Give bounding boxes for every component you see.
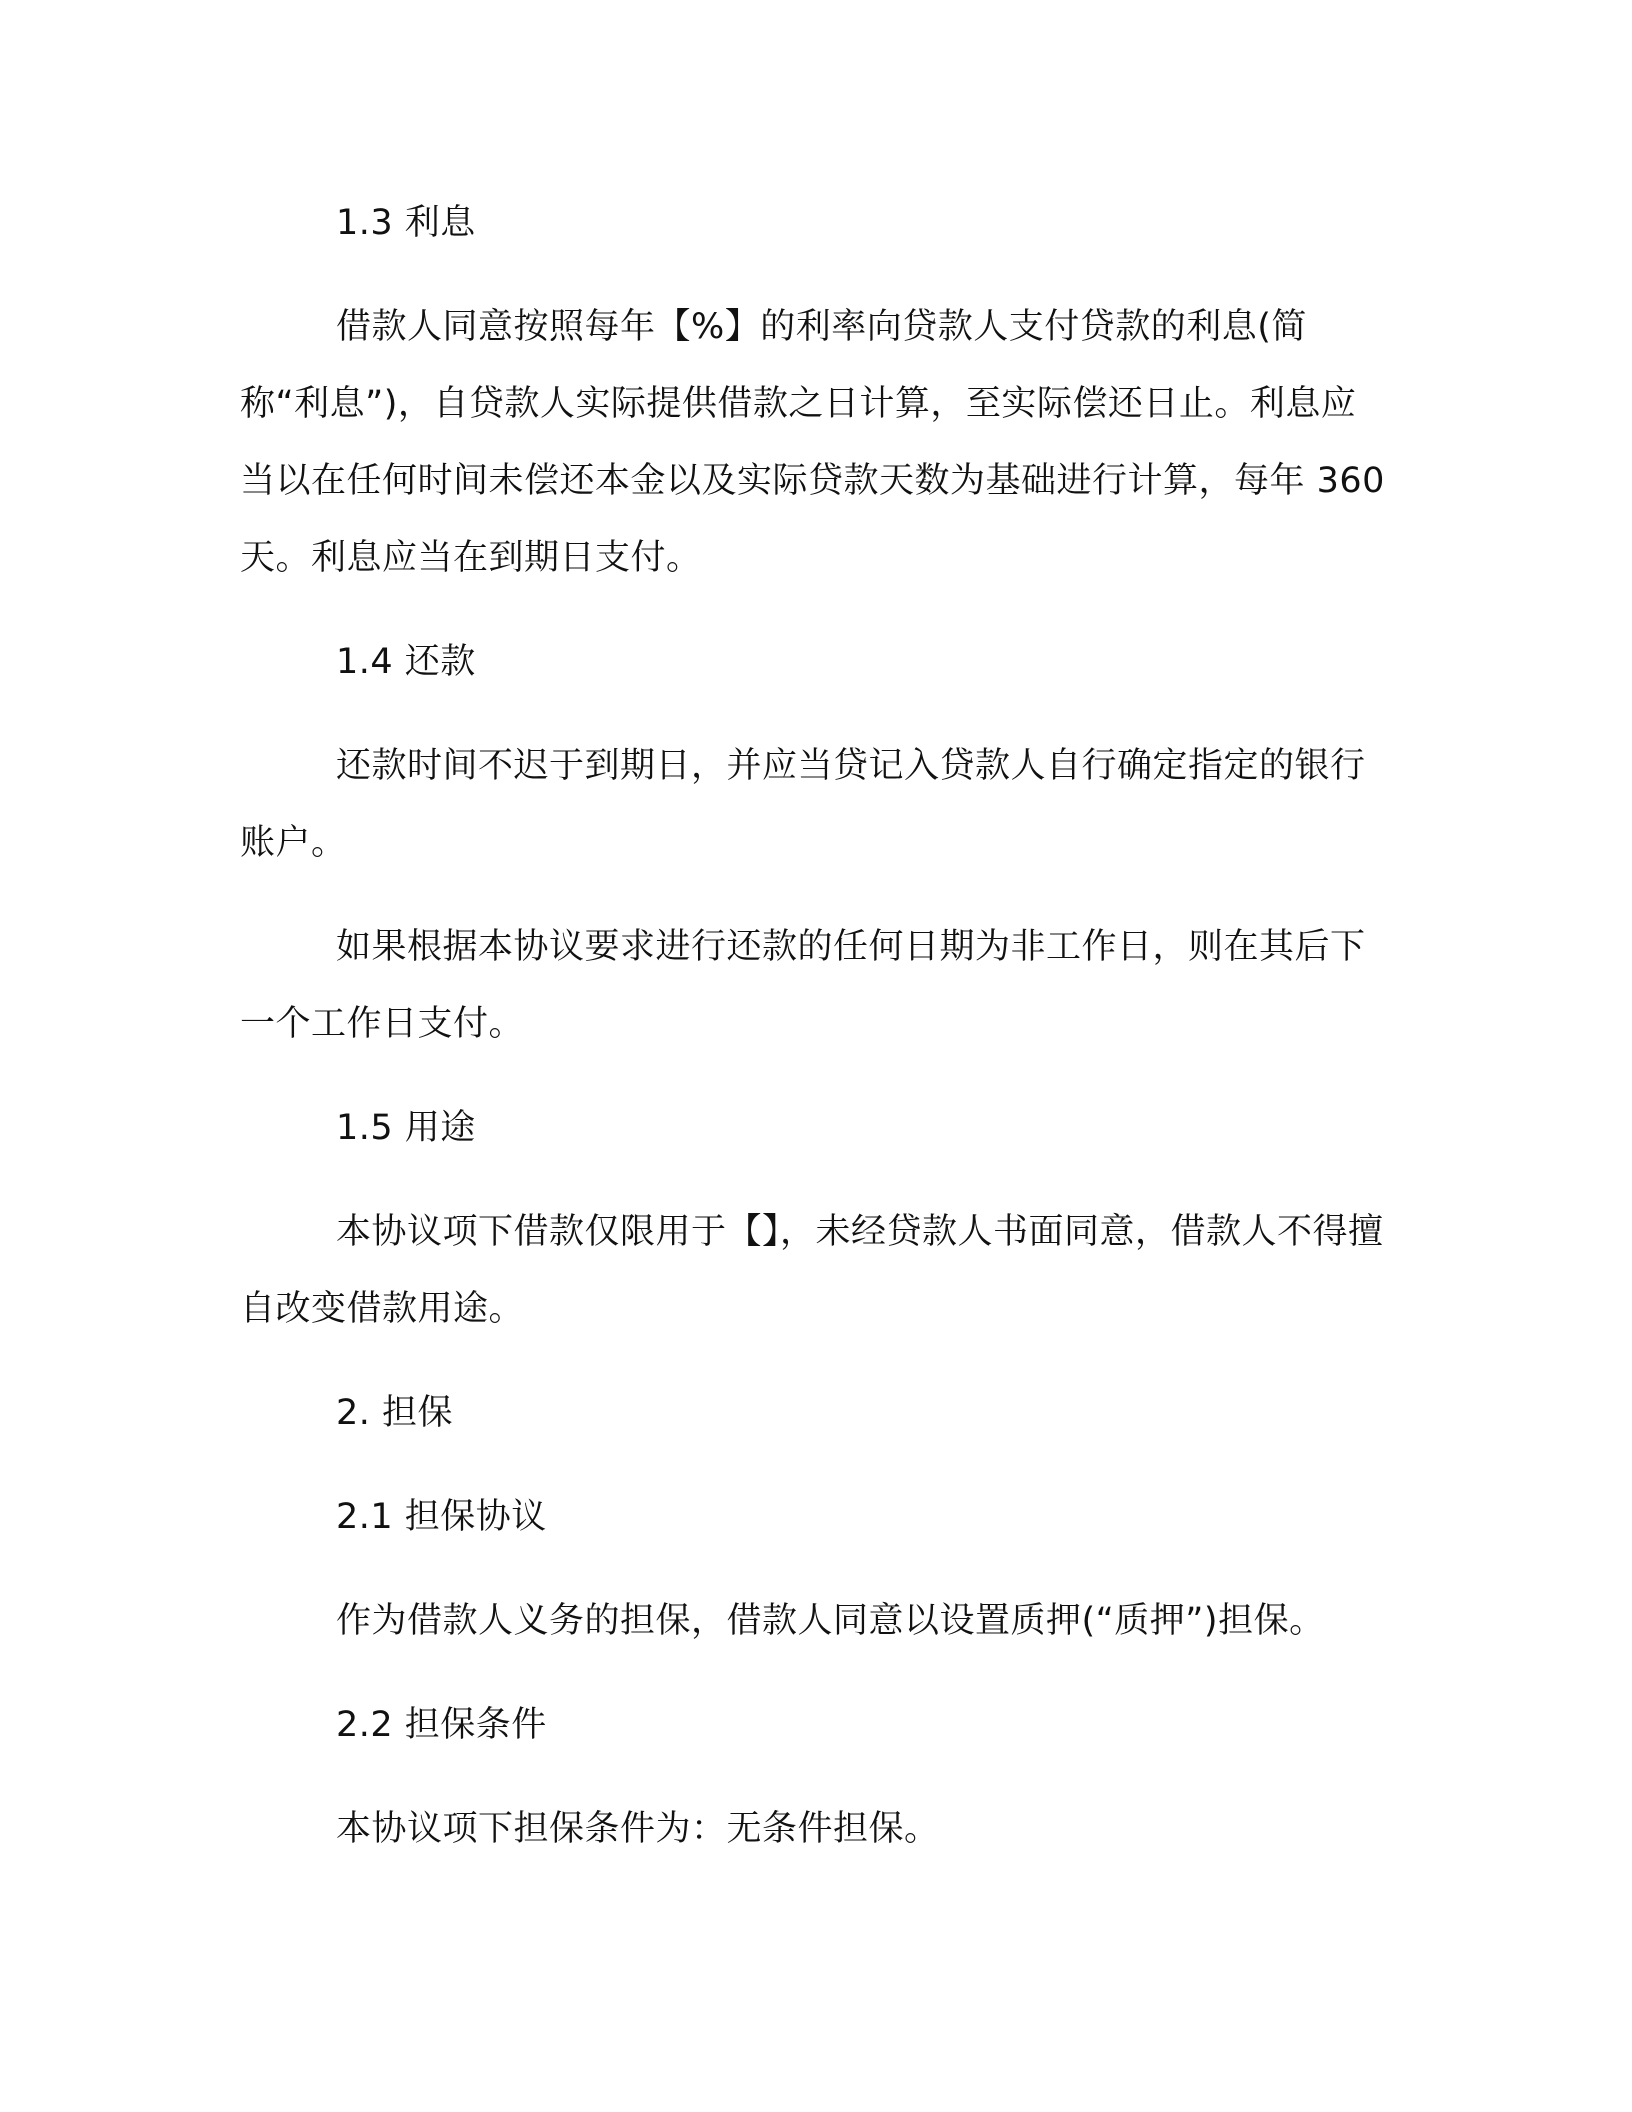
guarantee-agreement-paragraph: 作为借款人义务的担保，借款人同意以设置质押(“质押”)担保。 xyxy=(336,1601,1325,1641)
document-body xyxy=(240,185,1390,1895)
section-heading-2: 2. 担保 xyxy=(336,1393,454,1433)
section-heading-1-4: 1.4 还款 xyxy=(336,642,476,682)
repayment-paragraph-2: 如果根据本协议要求进行还款的任何日期为非工作日，则在其后下一个工作日支付。 xyxy=(240,927,1366,1044)
purpose-paragraph: 本协议项下借款仅限用于【】，未经贷款人书面同意，借款人不得擅自改变借款用途。 xyxy=(240,1212,1384,1329)
section-heading-1-3: 1.3 利息 xyxy=(336,203,476,243)
section-heading-2-1: 2.1 担保协议 xyxy=(336,1497,547,1537)
section-heading-2-2: 2.2 担保条件 xyxy=(336,1705,547,1745)
interest-paragraph: 借款人同意按照每年【%】的利率向贷款人支付贷款的利息(简称“利息”)，自贷款人实际提供借款之日计算，至实际偿还日止。利息应当以在任何时间未偿还本金以及实际贷款天数为基础进行计算，每年 360 天。利息应当在到期日支付。 xyxy=(240,307,1385,578)
repayment-paragraph-1: 还款时间不迟于到期日，并应当贷记入贷款人自行确定指定的银行账户。 xyxy=(240,746,1366,863)
guarantee-condition-paragraph: 本协议项下担保条件为：无条件担保。 xyxy=(336,1809,940,1849)
section-heading-1-5: 1.5 用途 xyxy=(336,1108,476,1148)
